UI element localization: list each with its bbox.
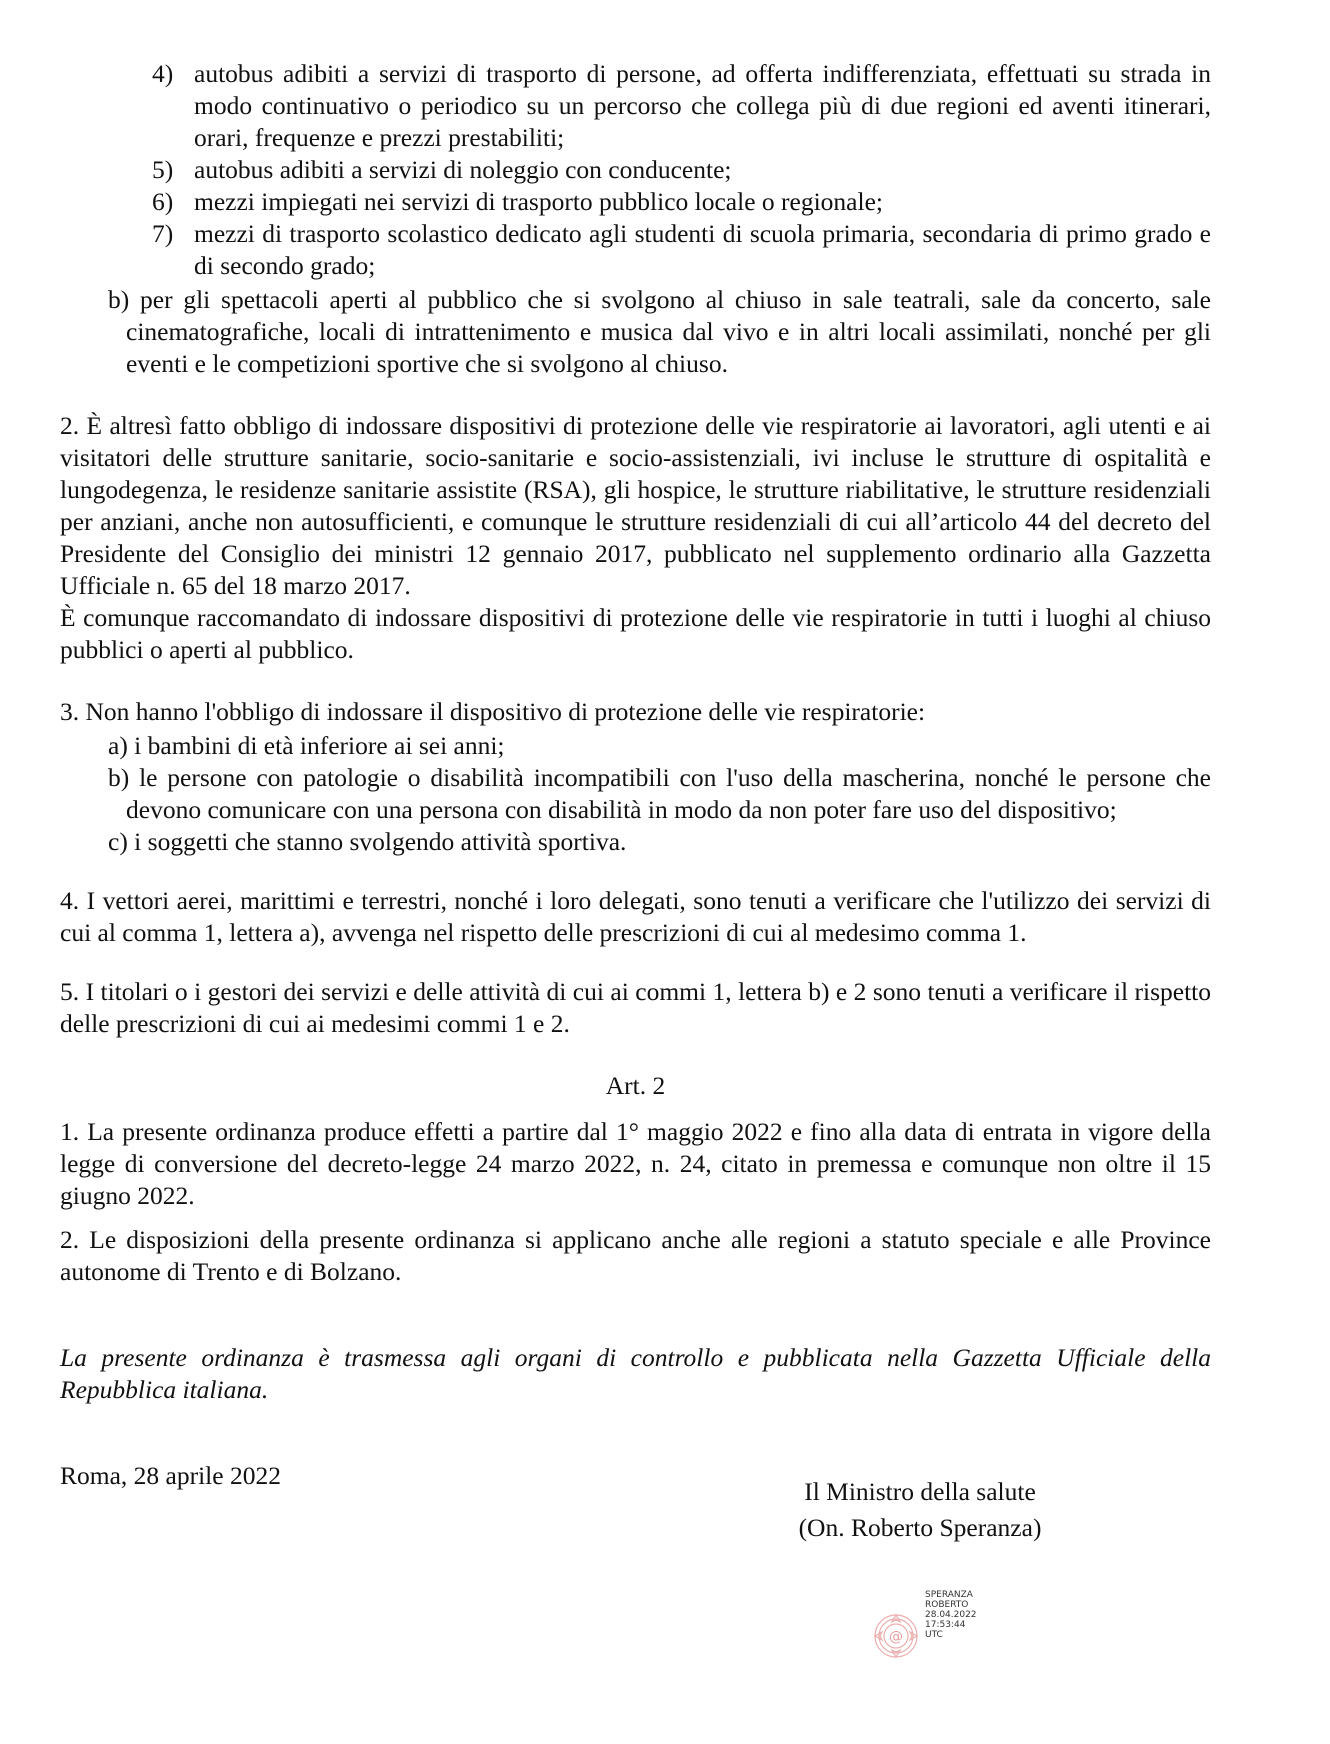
signature-block: [770, 1474, 1070, 1546]
article-2-paragraph-1: [60, 1116, 1211, 1212]
paragraph-4-text: 4. I vettori aerei, marittimi e terrestri, nonché i loro delegati, sono tenuti a verificare che l'utilizzo dei servizi di cui al comma 1, lettera a), avvenga nel rispetto delle prescrizioni di cui al medesimo comma 1.: [60, 886, 1211, 947]
paragraph-3-list: [108, 730, 1211, 858]
stamp-line: 28.04.2022: [925, 1610, 977, 1620]
paragraph-5: [60, 976, 1211, 1040]
list-item-text: mezzi impiegati nei servizi di trasporto pubblico locale o regionale;: [194, 187, 883, 216]
item-b-text: b) per gli spettacoli aperti al pubblico che si svolgono al chiuso in sale teatrali, sale da concerto, sale cinematografiche, locali di intrattenimento e musica dal vivo e in altri locali assimilati, nonché per gli eventi e le competizioni sportive che si svolgono al chiuso.: [108, 285, 1211, 378]
list-item-number: 5): [152, 155, 174, 184]
list-item: a) i bambini di età inferiore ai sei anni;: [108, 731, 505, 760]
list-item: b) le persone con patologie o disabilità incompatibili con l'uso della mascherina, nonché le persone che devono comunicare con una persona con disabilità in modo da non poter fare uso del dispositivo;: [108, 763, 1211, 824]
stamp-line: ROBERTO: [925, 1600, 969, 1610]
svg-text:@: @: [889, 1629, 903, 1645]
list-item-text: autobus adibiti a servizi di noleggio con conducente;: [194, 155, 732, 184]
list-item-number: 7): [152, 219, 174, 248]
place-date-text: Roma, 28 aprile 2022: [60, 1461, 281, 1490]
digital-signature-stamp: [925, 1590, 977, 1640]
list-item-text: autobus adibiti a servizi di trasporto di persone, ad offerta indifferenziata, effettuati su strada in modo continuativo o periodico su un percorso che collega più di due regioni ed aventi itinerari, orari, frequenze e prezzi prestabiliti;: [194, 59, 1211, 152]
stamp-line: UTC: [925, 1630, 943, 1640]
closing-statement-text: La presente ordinanza è trasmessa agli organi di controllo e pubblicata nella Gazzetta Ufficiale della Repubblica italiana.: [60, 1343, 1211, 1404]
paragraph-3: [60, 696, 1211, 728]
paragraph-4: [60, 885, 1211, 949]
vehicle-list: [152, 58, 1211, 282]
paragraph-5-text: 5. I titolari o i gestori dei servizi e delle attività di cui ai commi 1, lettera b) e 2 sono tenuti a verificare il rispetto delle prescrizioni di cui ai medesimi commi 1 e 2.: [60, 977, 1211, 1038]
stamp-line: 17:53:44: [925, 1620, 966, 1630]
stamp-line: SPERANZA: [925, 1590, 973, 1600]
item-b: [108, 284, 1211, 380]
list-item: [152, 58, 1211, 154]
closing-statement: [60, 1342, 1211, 1406]
paragraph-3-text: 3. Non hanno l'obbligo di indossare il dispositivo di protezione delle vie respiratorie:: [60, 697, 926, 726]
signatory-role: Il Ministro della salute: [804, 1477, 1036, 1506]
article-2-paragraph-2: [60, 1224, 1211, 1288]
article-2-heading: [60, 1070, 1211, 1102]
digital-seal-icon: [872, 1612, 920, 1660]
paragraph-2: [60, 410, 1211, 666]
list-item: [152, 154, 1211, 186]
list-item-text: mezzi di trasporto scolastico dedicato agli studenti di scuola primaria, secondaria di primo grado e di secondo grado;: [194, 219, 1211, 280]
list-item-number: 6): [152, 187, 174, 216]
article-title: Art. 2: [605, 1071, 666, 1100]
list-item: [152, 186, 1211, 218]
article-2-paragraph-1-text: 1. La presente ordinanza produce effetti a partire dal 1° maggio 2022 e fino alla data di entrata in vigore della legge di conversione del decreto-legge 24 marzo 2022, n. 24, citato in premessa e comunque non oltre il 15 giugno 2022.: [60, 1117, 1211, 1210]
list-item: c) i soggetti che stanno svolgendo attività sportiva.: [108, 827, 627, 856]
article-2-paragraph-2-text: 2. Le disposizioni della presente ordinanza si applicano anche alle regioni a statuto speciale e alle Province autonome di Trento e di Bolzano.: [60, 1225, 1211, 1286]
paragraph-2-text: 2. È altresì fatto obbligo di indossare dispositivi di protezione delle vie respiratorie ai lavoratori, agli utenti e ai visitatori delle strutture sanitarie, socio-sanitarie e socio-assistenziali, ivi incluse le strutture di ospitalità e lungodegenza, le residenze sanitarie assistite (RSA), gli hospice, le strutture riabilitative, le strutture residenziali per anziani, anche non autosufficienti, e comunque le strutture residenziali di cui all’articolo 44 del decreto del Presidente del Consiglio dei ministri 12 gennaio 2017, pubblicato nel supplemento ordinario alla Gazzetta Ufficiale n. 65 del 18 marzo 2017.: [60, 411, 1211, 600]
paragraph-2-recommendation: È comunque raccomandato di indossare dispositivi di protezione delle vie respiratorie in tutti i luoghi al chiuso pubblici o aperti al pubblico.: [60, 603, 1211, 664]
list-item-number: 4): [152, 59, 174, 88]
signatory-name: (On. Roberto Speranza): [798, 1513, 1042, 1542]
list-item: [152, 218, 1211, 282]
